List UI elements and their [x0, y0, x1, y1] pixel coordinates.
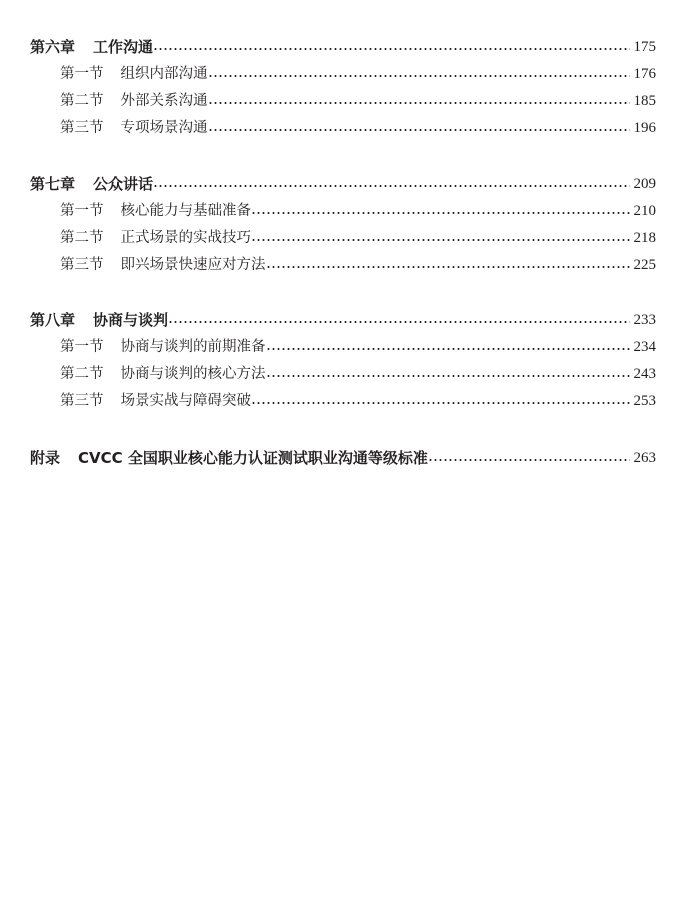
page-number: 225 — [633, 257, 656, 273]
dot-leader — [153, 46, 629, 52]
page-number: 176 — [633, 66, 656, 82]
section-title: 协商与谈判的前期准备 — [120, 339, 266, 355]
toc-section[interactable] — [60, 363, 656, 385]
page-number: 218 — [633, 230, 656, 246]
dot-leader — [208, 73, 630, 79]
page-number: 185 — [633, 93, 656, 109]
section-title: 核心能力与基础准备 — [120, 203, 251, 219]
page-number: 175 — [633, 39, 656, 55]
dot-leader — [251, 237, 630, 243]
section-title: 正式场景的实战技巧 — [120, 230, 251, 246]
appendix-number: 附录 — [30, 449, 61, 467]
page-number: 210 — [633, 203, 656, 219]
page-number: 196 — [633, 120, 656, 136]
chapter-title: 工作沟通 — [93, 38, 154, 56]
appendix-title: CVCC 全国职业核心能力认证测试职业沟通等级标准 — [78, 449, 428, 467]
section-title: 协商与谈判的核心方法 — [120, 366, 266, 382]
toc-appendix[interactable] — [30, 447, 656, 469]
chapter-number: 第八章 — [30, 311, 76, 329]
dot-leader — [168, 319, 629, 325]
page-number: 253 — [633, 393, 656, 409]
section-number: 第一节 — [60, 66, 104, 82]
toc-section[interactable] — [60, 90, 656, 112]
section-number: 第三节 — [60, 393, 104, 409]
page-number: 263 — [633, 450, 656, 466]
toc-section[interactable] — [60, 390, 656, 412]
toc-chapter-7[interactable] — [30, 173, 656, 195]
page-number: 234 — [633, 339, 656, 355]
chapter-title: 协商与谈判 — [93, 311, 169, 329]
section-number: 第一节 — [60, 203, 104, 219]
toc-section[interactable] — [60, 117, 656, 139]
chapter-title: 公众讲话 — [93, 175, 154, 193]
toc-chapter-8[interactable] — [30, 309, 656, 331]
section-number: 第三节 — [60, 120, 104, 136]
section-title: 专项场景沟通 — [120, 120, 208, 136]
chapter-number: 第七章 — [30, 175, 76, 193]
dot-leader — [153, 183, 629, 189]
dot-leader — [428, 457, 630, 463]
section-number: 第三节 — [60, 257, 104, 273]
toc-section[interactable] — [60, 63, 656, 85]
page-number: 233 — [633, 312, 656, 328]
toc-section[interactable] — [60, 227, 656, 249]
dot-leader — [251, 210, 630, 216]
chapter-number: 第六章 — [30, 38, 76, 56]
section-number: 第二节 — [60, 230, 104, 246]
page-number: 243 — [633, 366, 656, 382]
dot-leader — [266, 346, 630, 352]
section-title: 外部关系沟通 — [120, 93, 208, 109]
section-number: 第一节 — [60, 339, 104, 355]
section-number: 第二节 — [60, 366, 104, 382]
section-title: 场景实战与障碍突破 — [120, 393, 251, 409]
section-title: 组织内部沟通 — [120, 66, 208, 82]
dot-leader — [266, 373, 630, 379]
toc-chapter-6[interactable] — [30, 36, 656, 58]
toc-section[interactable] — [60, 254, 656, 276]
dot-leader — [266, 264, 630, 270]
section-title: 即兴场景快速应对方法 — [120, 257, 266, 273]
toc-section[interactable] — [60, 200, 656, 222]
page-number: 209 — [633, 176, 656, 192]
toc-section[interactable] — [60, 336, 656, 358]
dot-leader — [208, 127, 630, 133]
dot-leader — [251, 400, 630, 406]
section-number: 第二节 — [60, 93, 104, 109]
dot-leader — [208, 100, 630, 106]
